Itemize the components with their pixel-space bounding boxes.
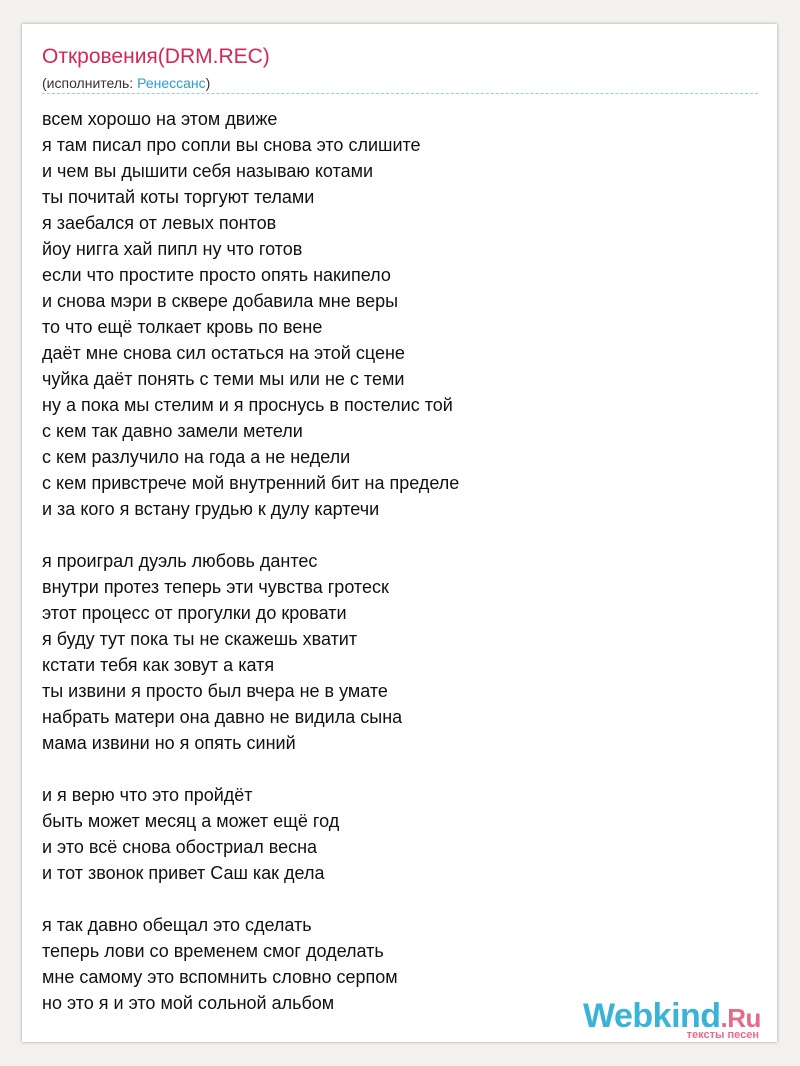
logo-tagline: тексты песен xyxy=(686,1029,759,1041)
lyric-line: даёт мне снова сил остаться на этой сцене xyxy=(42,343,405,363)
lyric-line: я проиграл дуэль любовь дантес xyxy=(42,551,318,571)
lyric-line: я буду тут пока ты не скажешь хватит xyxy=(42,629,358,649)
lyric-line: и за кого я встану грудью к дулу картечи xyxy=(42,499,380,519)
lyrics-stanza xyxy=(42,548,459,756)
lyric-line: с кем так давно замели метели xyxy=(42,421,303,441)
lyric-line: и это всё снова обостриал весна xyxy=(42,837,318,857)
lyric-line: быть может месяц а может ещё год xyxy=(42,811,340,831)
lyric-line: ты почитай коты торгуют телами xyxy=(42,187,315,207)
artist-prefix: (исполнитель: xyxy=(42,75,138,91)
lyric-line: и снова мэри в сквере добавила мне веры xyxy=(42,291,399,311)
lyric-line: и я верю что это пройдёт xyxy=(42,785,253,805)
lyric-line: этот процесс от прогулки до кровати xyxy=(42,603,347,623)
lyric-line: ты извини я просто был вчера не в умате xyxy=(42,681,388,701)
lyrics-stanza xyxy=(42,912,459,1016)
lyric-line: но это я и это мой сольной альбом xyxy=(42,993,335,1013)
artist-link[interactable]: Ренессанс xyxy=(137,75,206,91)
lyric-line: то что ещё толкает кровь по вене xyxy=(42,317,323,337)
lyric-line: ну а пока мы стелим и я проснусь в постелис той xyxy=(42,395,453,415)
lyric-line: чуйка даёт понять с теми мы или не с теми xyxy=(42,369,405,389)
lyric-line: и чем вы дышити себя называю котами xyxy=(42,161,374,181)
webkind-logo[interactable] xyxy=(583,996,775,1044)
lyric-line: мама извини но я опять синий xyxy=(42,733,296,753)
lyric-line: я так давно обещал это сделать xyxy=(42,915,312,935)
lyric-line: набрать матери она давно не видила сына xyxy=(42,707,403,727)
lyrics-body xyxy=(42,106,459,1016)
lyrics-card xyxy=(22,24,777,1042)
lyric-line: мне самому это вспомнить словно серпом xyxy=(42,967,398,987)
lyric-line: всем хорошо на этом движе xyxy=(42,109,278,129)
logo-word: Webkind xyxy=(583,997,721,1035)
lyric-line: йоу нигга хай пипл ну что готов xyxy=(42,239,303,259)
lyric-line: внутри протез теперь эти чувства гротеск xyxy=(42,577,389,597)
artist-suffix: ) xyxy=(205,75,211,91)
lyrics-stanza xyxy=(42,782,459,886)
lyric-line: я там писал про сопли вы снова это слишите xyxy=(42,135,421,155)
lyric-line: и тот звонок привет Саш как дела xyxy=(42,863,325,883)
lyric-line: я заебался от левых понтов xyxy=(42,213,277,233)
lyric-line: если что простите просто опять накипело xyxy=(42,265,391,285)
logo-tld: .Ru xyxy=(720,1003,761,1033)
lyric-line: с кем разлучило на года а не недели xyxy=(42,447,351,467)
artist-line xyxy=(42,74,210,92)
lyric-line: теперь лови со временем смог доделать xyxy=(42,941,384,961)
lyric-line: кстати тебя как зовут а катя xyxy=(42,655,275,675)
divider xyxy=(42,93,758,94)
lyric-line: с кем привстрече мой внутренний бит на пределе xyxy=(42,473,460,493)
lyrics-stanza xyxy=(42,106,459,522)
song-title: Откровения(DRM.REC) xyxy=(42,45,270,68)
